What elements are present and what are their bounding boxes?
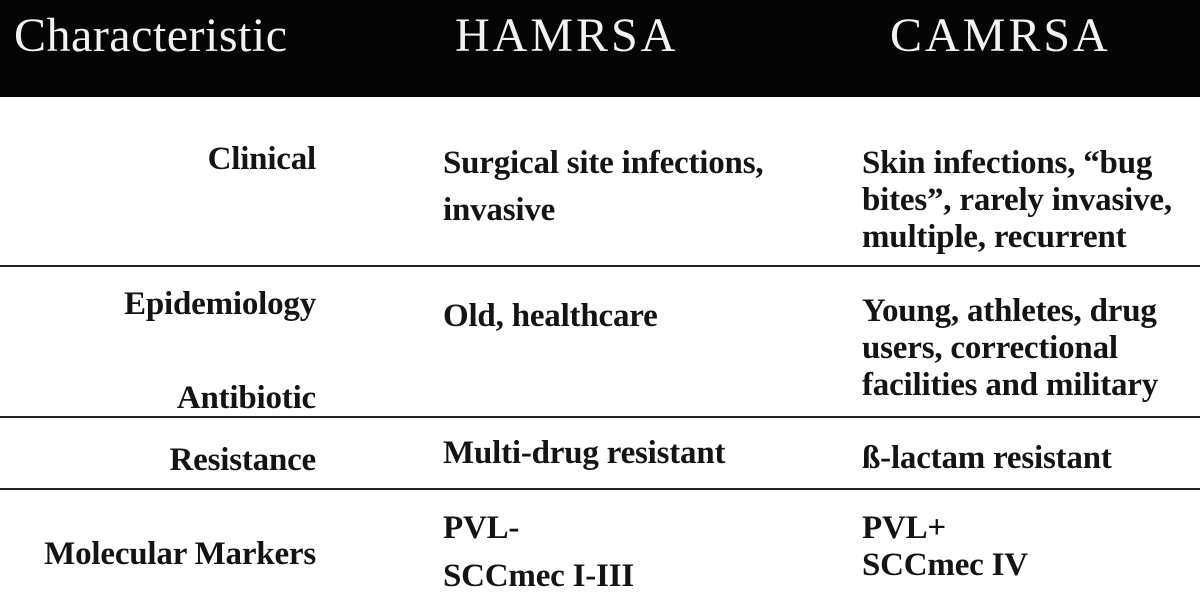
camrsa-epidemiology-line-1: Young, athletes, drug <box>862 293 1157 329</box>
row-divider <box>0 488 1200 490</box>
hamrsa-markers-line-1: PVL- <box>443 510 520 546</box>
row-label-antibiotic: Antibiotic <box>176 380 316 416</box>
hamrsa-clinical-line-2: invasive <box>443 192 556 228</box>
header-characteristic: Characteristic <box>14 9 288 62</box>
row-divider <box>0 416 1200 418</box>
camrsa-clinical-line-1: Skin infections, “bug <box>862 145 1153 181</box>
camrsa-epidemiology-line-2: users, correctional <box>862 330 1118 366</box>
camrsa-epidemiology-line-3: facilities and military <box>862 367 1159 403</box>
camrsa-clinical-line-3: multiple, recurrent <box>862 219 1127 255</box>
header-hamrsa: HAMRSA <box>455 9 679 62</box>
row-label-resistance: Resistance <box>169 442 316 478</box>
camrsa-clinical-line-2: bites”, rarely invasive, <box>862 182 1172 218</box>
row-label-molecular-markers: Molecular Markers <box>44 536 316 572</box>
hamrsa-markers-line-2: SCCmec I-III <box>443 558 635 594</box>
row-divider <box>0 265 1200 267</box>
header-camrsa: CAMRSA <box>890 9 1111 62</box>
camrsa-markers-line-2: SCCmec IV <box>862 547 1028 583</box>
camrsa-markers-line-1: PVL+ <box>862 510 947 546</box>
hamrsa-resistance: Multi-drug resistant <box>443 435 726 471</box>
hamrsa-epidemiology-line-1: Old, healthcare <box>443 298 658 334</box>
camrsa-resistance: ß-lactam resistant <box>862 440 1112 476</box>
hamrsa-clinical-line-1: Surgical site infections, <box>443 145 764 181</box>
table-header <box>0 0 1200 97</box>
row-label-epidemiology: Epidemiology <box>124 286 316 322</box>
row-label-clinical: Clinical <box>207 141 316 177</box>
